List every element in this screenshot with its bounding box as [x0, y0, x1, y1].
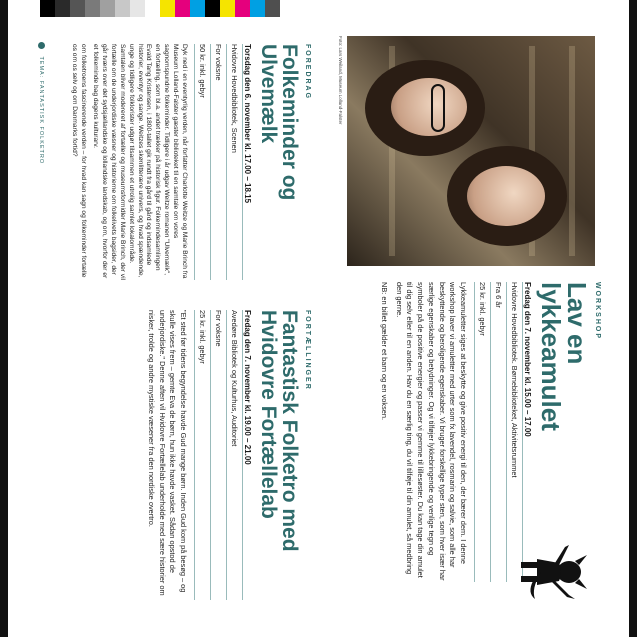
- workshop-time: Fredag den 7. november kl. 15.00 – 17.00: [523, 282, 532, 437]
- folkeminder-time: Torsdag den 6. november kl. 17.00 – 18.15: [243, 44, 252, 204]
- calibration-swatch: [115, 0, 130, 17]
- printed-page: [21, 32, 611, 616]
- calibration-swatch: [100, 0, 115, 17]
- folkeminder-body: Dyk ned i en eventyrlig verden, når forfatter Charlotte Weitze og Marie Brinch fra Museum Lolland-Falster gæster biblioteket til en samtale om vores sagnomspundne folkeminder. Tidligere i år udgav Weitze romanen "Ulvemælk", en fortælling, som bl.a. andet trækker på historisk figur. Folkemindesamlingen Evald Tang Kristensen, i 1800-tallet gik rundt fra gård til gård og indsamlede historier, eventyr og sange. Weitzes skønlitterære univers, og hvad spændende, unge og tidligere folklorister udgør tilsammen et utrolig samlet lokalområde. Samtalen bliver modereret af fortæller og museumsformidler Marie Brinch, der vil fortælle om de underjordiske væsner og historierne om folkelivets bagsider, der går tværs over det sydsjællandske og lollandske landskab, og om, hvorfor der er et folkeminde bag dagens kulturarv.: [92, 44, 188, 280]
- clover-icon: [38, 42, 45, 49]
- calibration-swatch: [40, 0, 55, 17]
- crop-mark-left: [0, 0, 8, 637]
- calibration-swatch: [70, 0, 85, 17]
- folketro-audience: For voksne: [211, 310, 227, 600]
- devil-figure-icon: [517, 537, 591, 607]
- folketro-section: [145, 310, 311, 600]
- folkeminder-price: 50 kr. inkl. gebyr: [194, 44, 211, 280]
- folketro-price: 25 kr. inkl. gebyr: [194, 310, 211, 600]
- workshop-kicker: WORKSHOP: [594, 282, 601, 340]
- calibration-swatch: [130, 0, 145, 17]
- calibration-swatch: [220, 0, 235, 17]
- folketro-body: "Et sted før tidens begyndelse havde Gud mange børn. Inden Gud kom på besøg – og skulle vises frem – gemte Eva de børn, hun ikke havde vasket. Sådan opstod de underjordiske." Denne aften vil Hvidovre Fortællelab underholde med sære historier om nisker, trolde og andre mystiske væsener fra den nordiske overtro.: [146, 310, 188, 596]
- folketro-kicker: FORTÆLLINGER: [304, 310, 311, 391]
- calibration-swatch: [145, 0, 160, 17]
- workshop-note: NB: en billet gælder et barn og en voksen.: [379, 282, 389, 421]
- calibration-swatch: [85, 0, 100, 17]
- color-calibration-bar: [40, 0, 280, 17]
- folketro-venue: Avedøre Bibliotek og Kulturhus, Auditoriet: [227, 310, 243, 600]
- folkeminder-kicker: FOREDRAG: [304, 44, 311, 101]
- glasses-icon: [431, 84, 445, 132]
- workshop-price: 25 kr. inkl. gebyr: [474, 282, 491, 582]
- workshop-body: Lykkeamuletter siges at beskytte og give positiv energi til den, der bærer dem. I denne workshop laver vi amuletter med urter som fx lavendel, rosmarin og salvie, som alle har beskyttende og beroligende egenskaber. Vi bruger forskellige typer sten, som hver især har særlige egenskaber og betydninger. Og vi tilføjer lykkebringende og venlige tegn og symboler på de positive energier og passer vi gemme til lillesøster. Du kan tage din amulet til dig selv eller til en anden. Hav du en særlig ting, du vil tilføje til din amulet, så medbring den gerne.: [394, 282, 468, 581]
- calibration-swatch: [205, 0, 220, 17]
- folketro-time: Fredag den 7. november kl. 19.00 – 21.00: [243, 310, 252, 465]
- theme-footer: [38, 42, 45, 164]
- folkeminder-venue: Hvidovre Hovedbibliotek, Scenen: [227, 44, 243, 280]
- crop-mark-right: [629, 0, 637, 637]
- workshop-age: Fra 6 år: [491, 282, 507, 582]
- calibration-swatch: [235, 0, 250, 17]
- calibration-swatch: [250, 0, 265, 17]
- folkeminder-note: om folketroens fascinerende verden – for hvad kan sagn og folkeminder fortælle os om os selv og om Danmarks fortid?: [71, 44, 88, 278]
- folketro-title: Fantastisk Folketro med Hvidovre Fortællelab: [257, 310, 301, 552]
- workshop-venue: Hvidovre Hovedbibliotek. Børnebiblioteket, Aktivitetsrummet: [507, 282, 523, 582]
- folkeminder-section: [69, 44, 311, 280]
- calibration-swatch: [175, 0, 190, 17]
- photo-caption: Foto: Lars Weiland, Museum Lolland-Falster: [338, 36, 343, 125]
- folkeminder-title: Folkeminder og Ulvemælk: [257, 44, 301, 201]
- calibration-swatch: [265, 0, 280, 17]
- calibration-swatch: [160, 0, 175, 17]
- calibration-swatch: [190, 0, 205, 17]
- portrait-photo: [347, 36, 595, 266]
- folkeminder-audience: For voksne: [211, 44, 227, 280]
- theme-footer-label: TEMA: FANTASTISK FOLKETRO: [38, 56, 45, 165]
- workshop-title: Lav en lykkeamulet: [536, 282, 592, 431]
- calibration-swatch: [55, 0, 70, 17]
